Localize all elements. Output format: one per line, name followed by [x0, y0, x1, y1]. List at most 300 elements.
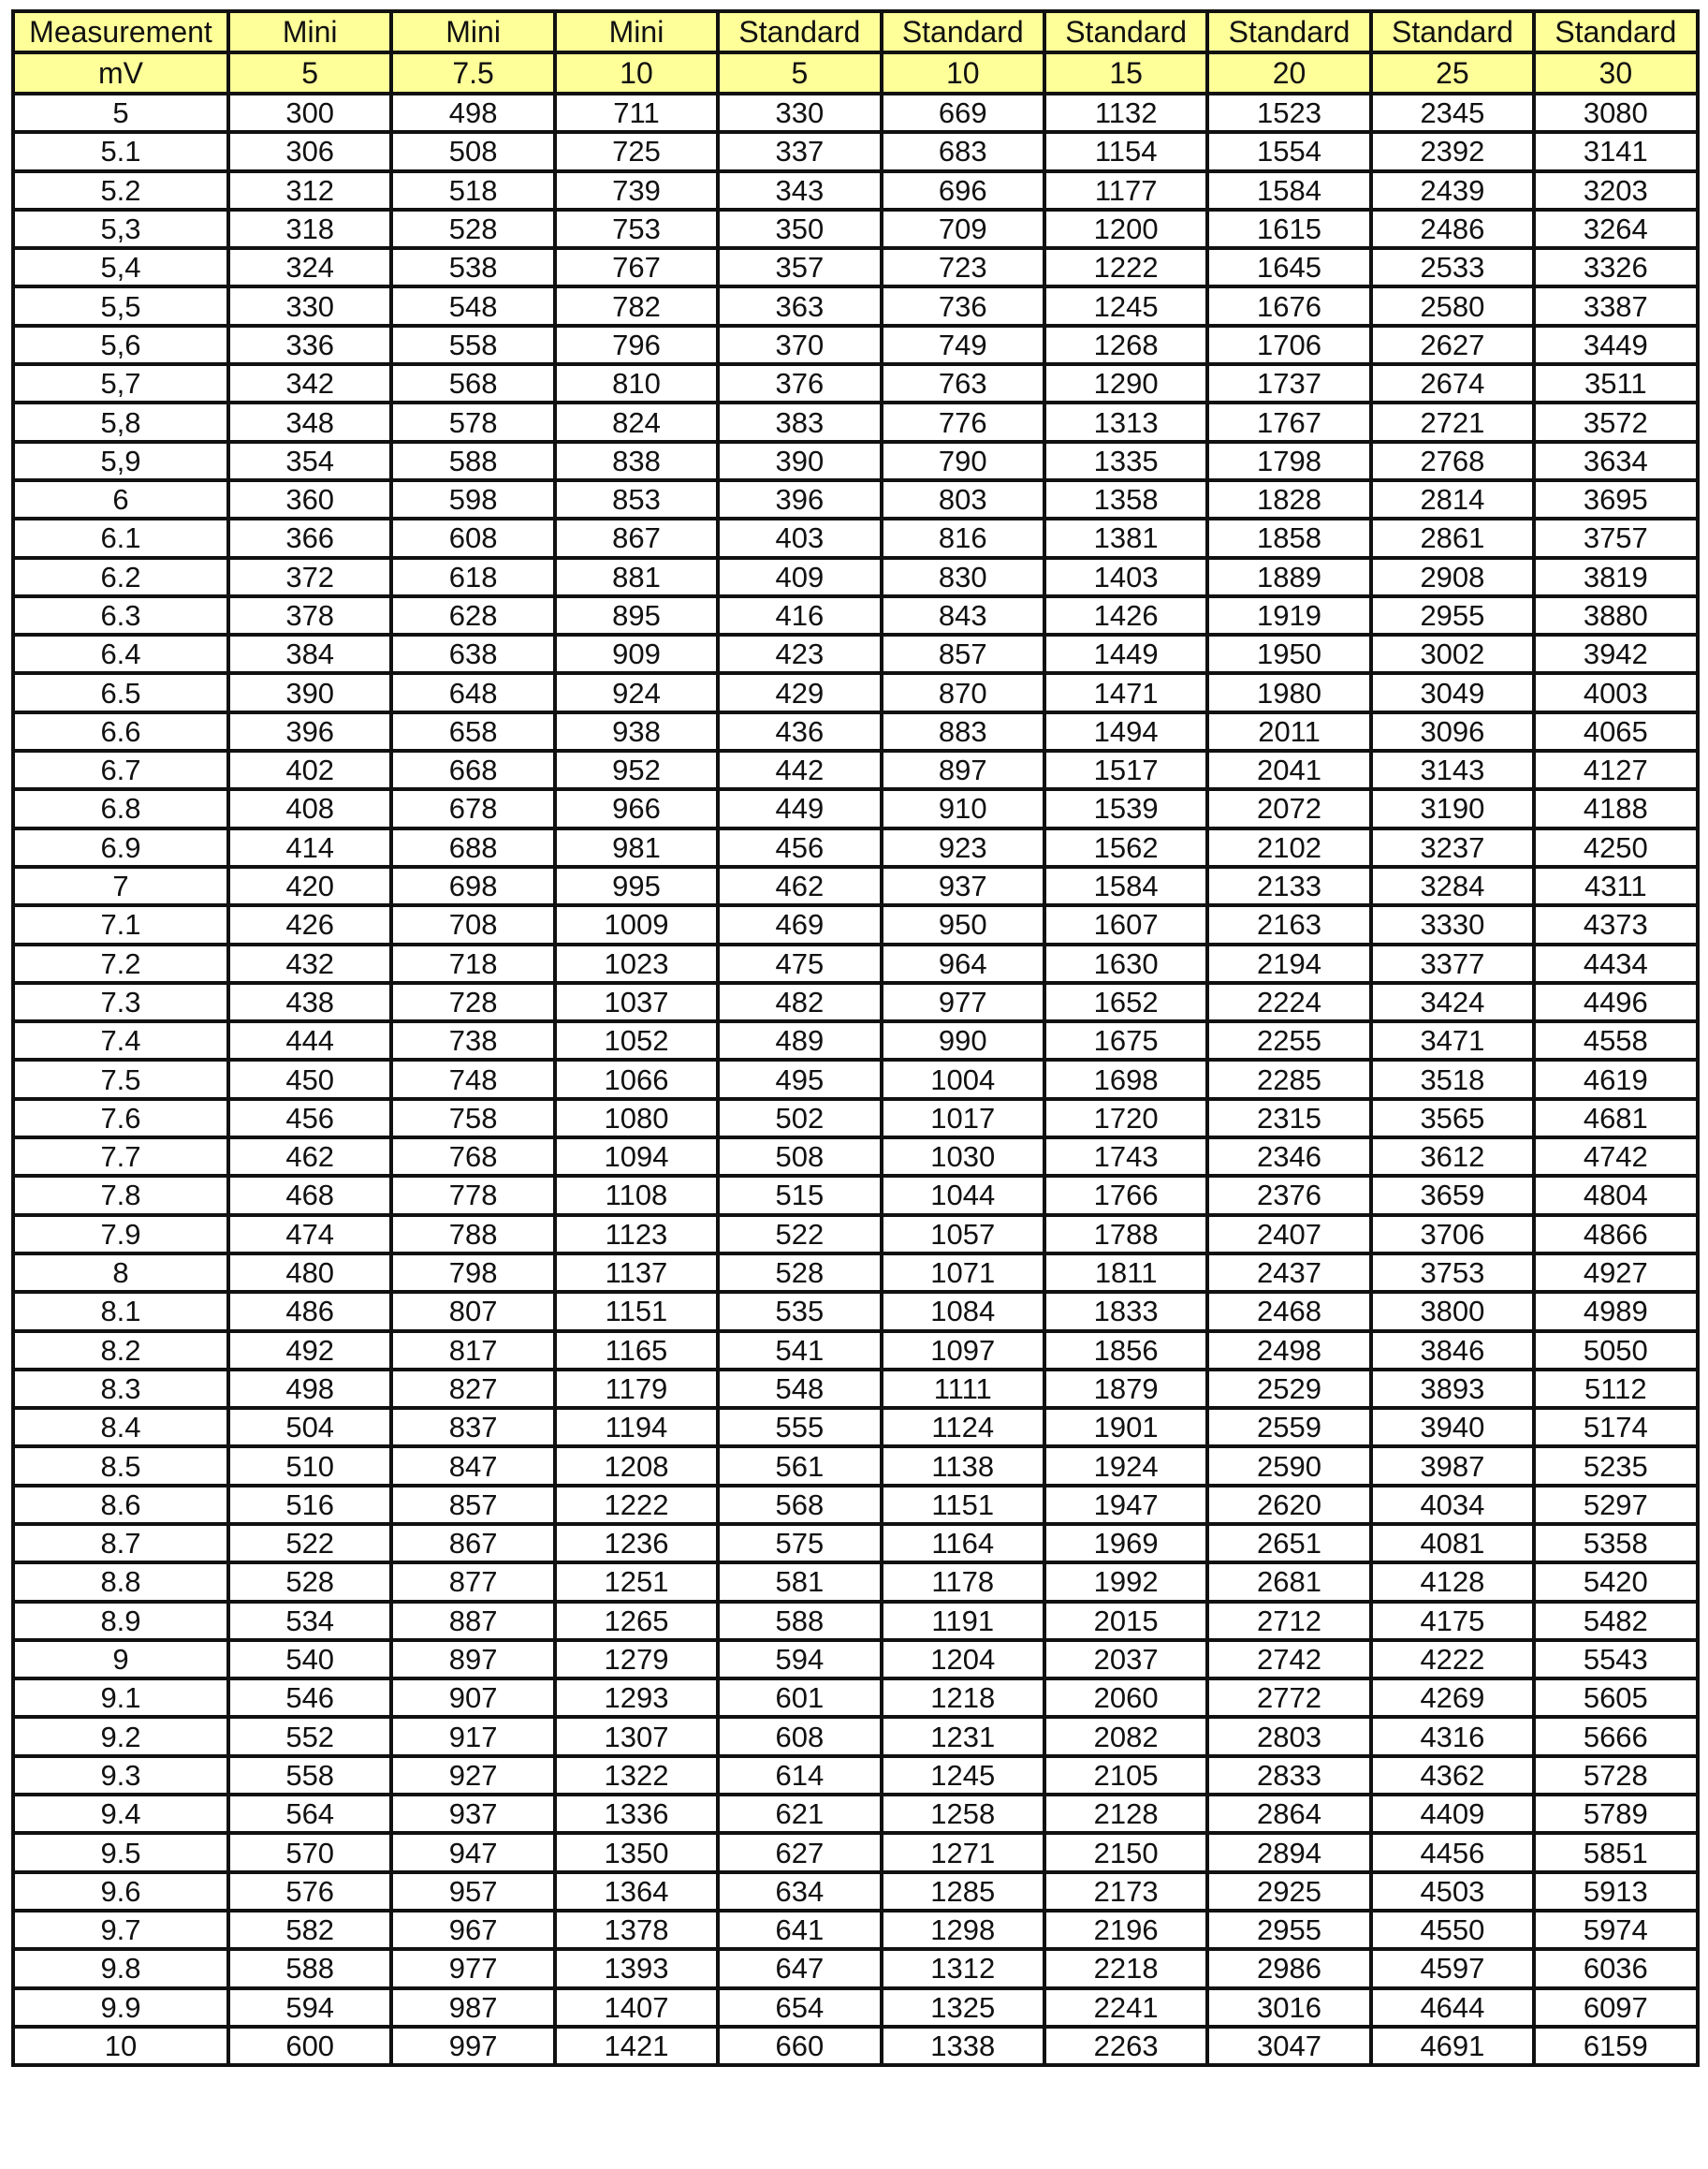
- table-cell: 3377: [1371, 945, 1534, 983]
- table-row: [13, 442, 1698, 480]
- table-cell: 2224: [1207, 983, 1370, 1021]
- table-cell: 594: [718, 1640, 881, 1678]
- table-cell: 830: [882, 558, 1044, 596]
- table-cell: 758: [391, 1099, 554, 1137]
- table-cell: 2218: [1044, 1949, 1207, 1987]
- table-cell: 718: [391, 945, 554, 983]
- table-cell: 2263: [1044, 2027, 1207, 2065]
- table-cell: 857: [882, 635, 1044, 673]
- table-cell: 847: [391, 1446, 554, 1485]
- table-cell: 708: [391, 905, 554, 944]
- table-cell: 396: [228, 712, 391, 751]
- measurement-mv-cell: 5,5: [13, 286, 228, 325]
- table-cell: 1151: [555, 1292, 718, 1330]
- table-cell: 1737: [1207, 364, 1370, 403]
- table-cell: 568: [718, 1486, 881, 1524]
- table-cell: 5235: [1534, 1446, 1697, 1485]
- table-cell: 816: [882, 519, 1044, 557]
- table-cell: 522: [228, 1524, 391, 1562]
- table-cell: 312: [228, 171, 391, 210]
- table-cell: 2529: [1207, 1370, 1370, 1408]
- table-cell: 2194: [1207, 945, 1370, 983]
- measurement-mv-cell: 8.1: [13, 1292, 228, 1330]
- table-cell: 937: [391, 1795, 554, 1833]
- table-cell: 977: [882, 983, 1044, 1021]
- measurement-mv-cell: 10: [13, 2027, 228, 2065]
- table-cell: 429: [718, 673, 881, 711]
- table-cell: 803: [882, 480, 1044, 519]
- table-cell: 376: [718, 364, 881, 403]
- table-cell: 3987: [1371, 1446, 1534, 1485]
- table-cell: 2150: [1044, 1833, 1207, 1871]
- table-cell: 482: [718, 983, 881, 1021]
- table-cell: 1097: [882, 1331, 1044, 1370]
- table-cell: 1279: [555, 1640, 718, 1678]
- table-cell: 3424: [1371, 983, 1534, 1021]
- table-cell: 582: [228, 1911, 391, 1949]
- table-cell: 4065: [1534, 712, 1697, 751]
- table-cell: 1009: [555, 905, 718, 944]
- table-cell: 474: [228, 1215, 391, 1253]
- table-cell: 2861: [1371, 519, 1534, 557]
- table-cell: 2986: [1207, 1949, 1370, 1987]
- table-cell: 416: [718, 596, 881, 635]
- table-row: [13, 1833, 1698, 1871]
- table-cell: 3047: [1207, 2027, 1370, 2065]
- table-cell: 6159: [1534, 2027, 1697, 2065]
- table-cell: 4804: [1534, 1176, 1697, 1214]
- table-cell: 1992: [1044, 1562, 1207, 1601]
- table-cell: 1137: [555, 1253, 718, 1292]
- table-cell: 1052: [555, 1021, 718, 1060]
- table-cell: 548: [718, 1370, 881, 1408]
- table-cell: 318: [228, 210, 391, 248]
- table-cell: 1124: [882, 1408, 1044, 1446]
- table-cell: 1335: [1044, 442, 1207, 480]
- table-cell: 5789: [1534, 1795, 1697, 1833]
- table-cell: 4250: [1534, 828, 1697, 867]
- table-row: [13, 1099, 1698, 1137]
- table-cell: 2498: [1207, 1331, 1370, 1370]
- table-cell: 1607: [1044, 905, 1207, 944]
- measurement-mv-cell: 5,7: [13, 364, 228, 403]
- measurement-mv-cell: 6.4: [13, 635, 228, 673]
- table-cell: 2674: [1371, 364, 1534, 403]
- table-cell: 1889: [1207, 558, 1370, 596]
- table-cell: 538: [391, 248, 554, 286]
- measurement-mv-cell: 7.4: [13, 1021, 228, 1060]
- table-cell: 763: [882, 364, 1044, 403]
- table-cell: 923: [882, 828, 1044, 867]
- table-cell: 995: [555, 867, 718, 905]
- table-row: [13, 1408, 1698, 1446]
- table-cell: 4269: [1371, 1678, 1534, 1717]
- table-row: [13, 1602, 1698, 1640]
- measurement-mv-cell: 9.1: [13, 1678, 228, 1717]
- table-cell: 3096: [1371, 712, 1534, 751]
- table-cell: 853: [555, 480, 718, 519]
- table-cell: 2392: [1371, 132, 1534, 170]
- table-cell: 438: [228, 983, 391, 1021]
- table-cell: 3572: [1534, 403, 1697, 441]
- table-cell: 2908: [1371, 558, 1534, 596]
- table-cell: 877: [391, 1562, 554, 1601]
- table-cell: 489: [718, 1021, 881, 1060]
- table-cell: 827: [391, 1370, 554, 1408]
- table-cell: 1132: [1044, 94, 1207, 132]
- table-cell: 838: [555, 442, 718, 480]
- table-cell: 967: [391, 1911, 554, 1949]
- table-cell: 2082: [1044, 1717, 1207, 1755]
- table-cell: 927: [391, 1756, 554, 1795]
- table-cell: 1969: [1044, 1524, 1207, 1562]
- table-cell: 1471: [1044, 673, 1207, 711]
- table-cell: 3002: [1371, 635, 1534, 673]
- table-cell: 1222: [1044, 248, 1207, 286]
- table-cell: 578: [391, 403, 554, 441]
- table-cell: 2590: [1207, 1446, 1370, 1485]
- table-cell: 552: [228, 1717, 391, 1755]
- table-cell: 1584: [1044, 867, 1207, 905]
- header-cell-size: 10: [555, 52, 718, 94]
- table-cell: 2133: [1207, 867, 1370, 905]
- table-cell: 534: [228, 1602, 391, 1640]
- measurement-table-sheet: [11, 9, 1696, 2160]
- table-cell: 4175: [1371, 1602, 1534, 1640]
- table-cell: 1378: [555, 1911, 718, 1949]
- table-cell: 1494: [1044, 712, 1207, 751]
- table-cell: 608: [391, 519, 554, 557]
- table-cell: 1407: [555, 1988, 718, 2027]
- table-cell: 576: [228, 1872, 391, 1911]
- table-cell: 1336: [555, 1795, 718, 1833]
- measurement-mv-cell: 7.2: [13, 945, 228, 983]
- table-row: [13, 94, 1698, 132]
- table-cell: 4550: [1371, 1911, 1534, 1949]
- table-cell: 4597: [1371, 1949, 1534, 1987]
- table-cell: 4927: [1534, 1253, 1697, 1292]
- header-cell-type: Standard: [1044, 11, 1207, 52]
- table-cell: 1111: [882, 1370, 1044, 1408]
- table-cell: 3237: [1371, 828, 1534, 867]
- table-cell: 1766: [1044, 1176, 1207, 1214]
- table-cell: 390: [228, 673, 391, 711]
- table-cell: 2345: [1371, 94, 1534, 132]
- table-cell: 1426: [1044, 596, 1207, 635]
- table-cell: 4691: [1371, 2027, 1534, 2065]
- table-cell: 2255: [1207, 1021, 1370, 1060]
- table-cell: 1381: [1044, 519, 1207, 557]
- measurement-mv-cell: 9.8: [13, 1949, 228, 1987]
- table-cell: 568: [391, 364, 554, 403]
- table-cell: 753: [555, 210, 718, 248]
- table-cell: 2163: [1207, 905, 1370, 944]
- table-cell: 343: [718, 171, 881, 210]
- table-cell: 4081: [1371, 1524, 1534, 1562]
- table-cell: 3080: [1534, 94, 1697, 132]
- measurement-mv-cell: 7.6: [13, 1099, 228, 1137]
- table-cell: 3940: [1371, 1408, 1534, 1446]
- table-cell: 669: [882, 94, 1044, 132]
- table-row: [13, 2027, 1698, 2065]
- table-row: [13, 1331, 1698, 1370]
- table-cell: 1313: [1044, 403, 1207, 441]
- measurement-mv-cell: 6: [13, 480, 228, 519]
- table-cell: 843: [882, 596, 1044, 635]
- table-cell: 1057: [882, 1215, 1044, 1253]
- table-cell: 3819: [1534, 558, 1697, 596]
- header-cell-size: 5: [718, 52, 881, 94]
- table-row: [13, 1486, 1698, 1524]
- table-cell: 5974: [1534, 1911, 1697, 1949]
- table-cell: 522: [718, 1215, 881, 1253]
- table-cell: 336: [228, 326, 391, 364]
- measurement-mv-cell: 8.4: [13, 1408, 228, 1446]
- table-row: [13, 1215, 1698, 1253]
- table-cell: 608: [718, 1717, 881, 1755]
- header-cell-type: Standard: [1371, 11, 1534, 52]
- table-cell: 495: [718, 1060, 881, 1098]
- table-cell: 4681: [1534, 1099, 1697, 1137]
- table-cell: 4127: [1534, 751, 1697, 789]
- table-cell: 3612: [1371, 1137, 1534, 1176]
- table-cell: 867: [391, 1524, 554, 1562]
- table-cell: 3511: [1534, 364, 1697, 403]
- table-cell: 354: [228, 442, 391, 480]
- table-cell: 837: [391, 1408, 554, 1446]
- table-cell: 378: [228, 596, 391, 635]
- table-cell: 2864: [1207, 1795, 1370, 1833]
- table-cell: 3942: [1534, 635, 1697, 673]
- table-cell: 4866: [1534, 1215, 1697, 1253]
- table-cell: 3326: [1534, 248, 1697, 286]
- table-cell: 977: [391, 1949, 554, 1987]
- table-cell: 1947: [1044, 1486, 1207, 1524]
- table-row: [13, 1949, 1698, 1987]
- table-cell: 4496: [1534, 983, 1697, 1021]
- table-cell: 2437: [1207, 1253, 1370, 1292]
- table-cell: 1698: [1044, 1060, 1207, 1098]
- table-cell: 1222: [555, 1486, 718, 1524]
- header-cell-type: Mini: [228, 11, 391, 52]
- table-cell: 1312: [882, 1949, 1044, 1987]
- table-cell: 1924: [1044, 1446, 1207, 1485]
- table-cell: 1268: [1044, 326, 1207, 364]
- table-cell: 4034: [1371, 1486, 1534, 1524]
- table-row: [13, 519, 1698, 557]
- measurement-mv-cell: 7.9: [13, 1215, 228, 1253]
- header-cell-size: 15: [1044, 52, 1207, 94]
- table-cell: 2925: [1207, 1872, 1370, 1911]
- table-cell: 372: [228, 558, 391, 596]
- table-cell: 4558: [1534, 1021, 1697, 1060]
- table-cell: 403: [718, 519, 881, 557]
- table-cell: 2376: [1207, 1176, 1370, 1214]
- table-cell: 594: [228, 1988, 391, 2027]
- table-cell: 1194: [555, 1408, 718, 1446]
- table-body: [13, 94, 1698, 2065]
- table-cell: 1554: [1207, 132, 1370, 170]
- table-row: [13, 248, 1698, 286]
- table-cell: 5050: [1534, 1331, 1697, 1370]
- header-cell-size: 25: [1371, 52, 1534, 94]
- table-cell: 1833: [1044, 1292, 1207, 1330]
- table-cell: 3049: [1371, 673, 1534, 711]
- table-cell: 1293: [555, 1678, 718, 1717]
- table-row: [13, 1176, 1698, 1214]
- table-cell: 1901: [1044, 1408, 1207, 1446]
- table-row: [13, 286, 1698, 325]
- table-cell: 414: [228, 828, 391, 867]
- table-cell: 1154: [1044, 132, 1207, 170]
- table-cell: 1123: [555, 1215, 718, 1253]
- table-cell: 3800: [1371, 1292, 1534, 1330]
- table-cell: 456: [228, 1099, 391, 1137]
- table-cell: 581: [718, 1562, 881, 1601]
- table-cell: 1138: [882, 1446, 1044, 1485]
- table-row: [13, 1872, 1698, 1911]
- measurement-mv-cell: 8.2: [13, 1331, 228, 1370]
- table-cell: 1200: [1044, 210, 1207, 248]
- table-cell: 947: [391, 1833, 554, 1871]
- table-cell: 1364: [555, 1872, 718, 1911]
- table-cell: 857: [391, 1486, 554, 1524]
- table-cell: 2580: [1371, 286, 1534, 325]
- table-row: [13, 326, 1698, 364]
- table-cell: 383: [718, 403, 881, 441]
- table-row: [13, 789, 1698, 828]
- table-cell: 3449: [1534, 326, 1697, 364]
- table-cell: 2060: [1044, 1678, 1207, 1717]
- table-cell: 2651: [1207, 1524, 1370, 1562]
- table-row: [13, 132, 1698, 170]
- header-cell-size: 5: [228, 52, 391, 94]
- table-row: [13, 364, 1698, 403]
- table-cell: 1919: [1207, 596, 1370, 635]
- table-row: [13, 1292, 1698, 1330]
- table-cell: 1676: [1207, 286, 1370, 325]
- header-cell-size: mV: [13, 52, 228, 94]
- measurement-mv-cell: 7.5: [13, 1060, 228, 1098]
- table-cell: 2196: [1044, 1911, 1207, 1949]
- table-cell: 1325: [882, 1988, 1044, 2027]
- table-cell: 1066: [555, 1060, 718, 1098]
- table-cell: 4434: [1534, 945, 1697, 983]
- table-row: [13, 905, 1698, 944]
- table-cell: 444: [228, 1021, 391, 1060]
- table-cell: 5851: [1534, 1833, 1697, 1871]
- table-cell: 541: [718, 1331, 881, 1370]
- table-cell: 396: [718, 480, 881, 519]
- table-row: [13, 1717, 1698, 1755]
- table-cell: 778: [391, 1176, 554, 1214]
- table-cell: 5543: [1534, 1640, 1697, 1678]
- table-cell: 4373: [1534, 905, 1697, 944]
- table-cell: 1950: [1207, 635, 1370, 673]
- table-cell: 1030: [882, 1137, 1044, 1176]
- measurement-mv-cell: 9.7: [13, 1911, 228, 1949]
- header-cell-size: 10: [882, 52, 1044, 94]
- table-cell: 696: [882, 171, 1044, 210]
- table-cell: 3471: [1371, 1021, 1534, 1060]
- table-cell: 2407: [1207, 1215, 1370, 1253]
- table-cell: 508: [391, 132, 554, 170]
- table-cell: 683: [882, 132, 1044, 170]
- table-cell: 546: [228, 1678, 391, 1717]
- table-cell: 736: [882, 286, 1044, 325]
- header-cell-type: Standard: [1534, 11, 1697, 52]
- table-row: [13, 712, 1698, 751]
- table-cell: 449: [718, 789, 881, 828]
- table-cell: 1108: [555, 1176, 718, 1214]
- table-cell: 2468: [1207, 1292, 1370, 1330]
- table-cell: 5358: [1534, 1524, 1697, 1562]
- table-cell: 555: [718, 1408, 881, 1446]
- table-cell: 788: [391, 1215, 554, 1253]
- table-cell: 1811: [1044, 1253, 1207, 1292]
- table-cell: 634: [718, 1872, 881, 1911]
- measurement-mv-cell: 8.8: [13, 1562, 228, 1601]
- measurement-mv-cell: 9.9: [13, 1988, 228, 2027]
- table-cell: 1004: [882, 1060, 1044, 1098]
- table-cell: 2241: [1044, 1988, 1207, 2027]
- table-cell: 1350: [555, 1833, 718, 1871]
- table-cell: 910: [882, 789, 1044, 828]
- table-cell: 964: [882, 945, 1044, 983]
- table-cell: 2346: [1207, 1137, 1370, 1176]
- table-cell: 881: [555, 558, 718, 596]
- table-cell: 748: [391, 1060, 554, 1098]
- table-cell: 2533: [1371, 248, 1534, 286]
- table-cell: 456: [718, 828, 881, 867]
- table-cell: 2627: [1371, 326, 1534, 364]
- table-cell: 348: [228, 403, 391, 441]
- table-cell: 668: [391, 751, 554, 789]
- table-cell: 5420: [1534, 1562, 1697, 1601]
- measurement-mv-cell: 8.6: [13, 1486, 228, 1524]
- table-cell: 1539: [1044, 789, 1207, 828]
- table-cell: 588: [228, 1949, 391, 1987]
- table-cell: 518: [391, 171, 554, 210]
- table-cell: 540: [228, 1640, 391, 1678]
- table-cell: 957: [391, 1872, 554, 1911]
- table-cell: 588: [391, 442, 554, 480]
- table-cell: 807: [391, 1292, 554, 1330]
- table-cell: 1403: [1044, 558, 1207, 596]
- table-cell: 1177: [1044, 171, 1207, 210]
- measurement-mv-cell: 6.1: [13, 519, 228, 557]
- table-cell: 300: [228, 94, 391, 132]
- table-cell: 486: [228, 1292, 391, 1330]
- table-cell: 2486: [1371, 210, 1534, 248]
- table-cell: 1236: [555, 1524, 718, 1562]
- table-cell: 330: [228, 286, 391, 325]
- measurement-mv-cell: 9.2: [13, 1717, 228, 1755]
- table-cell: 2955: [1207, 1911, 1370, 1949]
- table-cell: 4644: [1371, 1988, 1534, 2027]
- measurement-mv-cell: 8.5: [13, 1446, 228, 1485]
- measurement-mv-cell: 7.1: [13, 905, 228, 944]
- table-cell: 1231: [882, 1717, 1044, 1755]
- table-cell: 4619: [1534, 1060, 1697, 1098]
- table-cell: 1165: [555, 1331, 718, 1370]
- table-cell: 5605: [1534, 1678, 1697, 1717]
- table-cell: 342: [228, 364, 391, 403]
- table-cell: 1858: [1207, 519, 1370, 557]
- table-cell: 883: [882, 712, 1044, 751]
- table-cell: 798: [391, 1253, 554, 1292]
- table-cell: 776: [882, 403, 1044, 441]
